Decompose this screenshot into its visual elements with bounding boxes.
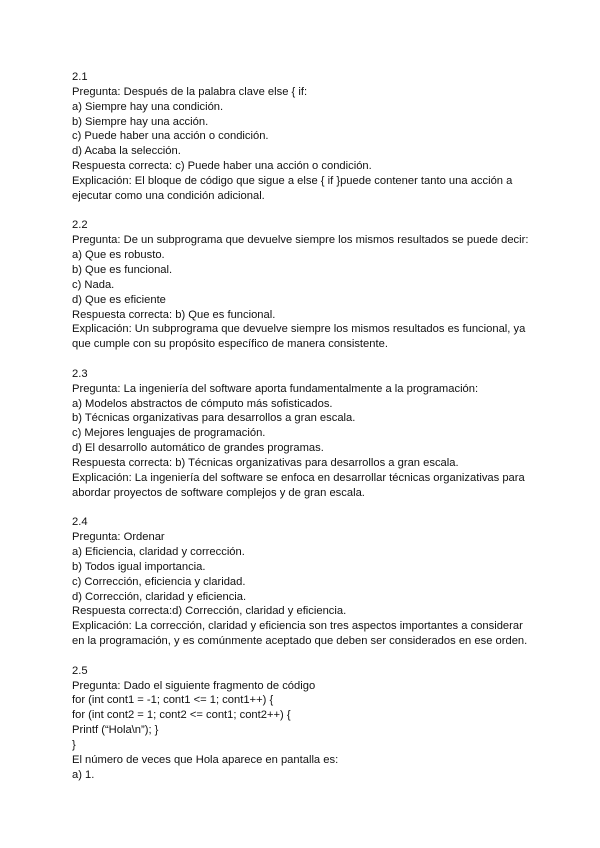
question-section-2-2 bbox=[72, 218, 532, 352]
section-number: 2.4 bbox=[72, 516, 88, 529]
document-page bbox=[72, 70, 532, 797]
question-section-2-3 bbox=[72, 367, 532, 501]
section-number: 2.3 bbox=[72, 367, 88, 380]
option-d: d) Acaba la selección. bbox=[72, 145, 181, 158]
option-a: a) Modelos abstractos de cómputo más sofisticados. bbox=[72, 397, 333, 410]
option-a: a) Que es robusto. bbox=[72, 249, 165, 262]
question-section-2-4 bbox=[72, 515, 532, 649]
option-c: c) Mejores lenguajes de programación. bbox=[72, 427, 266, 440]
option-b: b) Todos igual importancia. bbox=[72, 560, 206, 573]
correct-answer: Respuesta correcta:d) Corrección, claridad y eficiencia. bbox=[72, 605, 347, 618]
question-section-2-1 bbox=[72, 70, 532, 204]
option-d: d) El desarrollo automático de grandes programas. bbox=[72, 442, 324, 455]
explanation: Explicación: El bloque de código que sigue a else { if }puede contener tanto una acción a ejecutar como una condición adicional. bbox=[72, 174, 513, 202]
question-text: Pregunta: Dado el siguiente fragmento de código bbox=[72, 679, 316, 692]
question-prompt: El número de veces que Hola aparece en pantalla es: bbox=[72, 753, 339, 766]
option-c: c) Corrección, eficiencia y claridad. bbox=[72, 575, 246, 588]
correct-answer: Respuesta correcta: b) Técnicas organizativas para desarrollos a gran escala. bbox=[72, 456, 459, 469]
code-line: Printf (“Hola\n”); } bbox=[72, 724, 159, 737]
code-line: for (int cont2 = 1; cont2 <= cont1; cont2++) { bbox=[72, 709, 291, 722]
option-a: a) 1. bbox=[72, 768, 95, 781]
option-b: b) Técnicas organizativas para desarrollos a gran escala. bbox=[72, 412, 356, 425]
code-line: } bbox=[72, 738, 76, 751]
question-text: Pregunta: La ingeniería del software aporta fundamentalmente a la programación: bbox=[72, 382, 479, 395]
correct-answer: Respuesta correcta: c) Puede haber una acción o condición. bbox=[72, 160, 372, 173]
option-d: d) Corrección, claridad y eficiencia. bbox=[72, 590, 247, 603]
option-d: d) Que es eficiente bbox=[72, 293, 166, 306]
question-text: Pregunta: De un subprograma que devuelve siempre los mismos resultados se puede decir: bbox=[72, 234, 529, 247]
question-text: Pregunta: Después de la palabra clave else { if: bbox=[72, 85, 308, 98]
section-number: 2.1 bbox=[72, 71, 88, 83]
explanation: Explicación: La ingeniería del software se enfoca en desarrollar técnicas organizativas para abordar proyectos de software complejos y de gran escala. bbox=[72, 471, 525, 499]
option-c: c) Nada. bbox=[72, 278, 115, 291]
option-c: c) Puede haber una acción o condición. bbox=[72, 130, 269, 143]
option-b: b) Que es funcional. bbox=[72, 263, 173, 276]
question-text: Pregunta: Ordenar bbox=[72, 531, 165, 544]
option-a: a) Siempre hay una condición. bbox=[72, 100, 224, 113]
question-section-2-5 bbox=[72, 664, 532, 783]
option-b: b) Siempre hay una acción. bbox=[72, 115, 209, 128]
section-number: 2.2 bbox=[72, 219, 88, 232]
option-a: a) Eficiencia, claridad y corrección. bbox=[72, 546, 245, 558]
explanation: Explicación: Un subprograma que devuelve siempre los mismos resultados es funcional, ya que cumple con su propósito específico de manera consistente. bbox=[72, 323, 526, 351]
code-line: for (int cont1 = -1; cont1 <= 1; cont1++) { bbox=[72, 694, 274, 707]
section-number: 2.5 bbox=[72, 664, 88, 677]
explanation: Explicación: La corrección, claridad y eficiencia son tres aspectos importantes a considerar en la programación, y es comúnmente aceptado que deben ser considerados en ese orden. bbox=[72, 620, 528, 648]
correct-answer: Respuesta correcta: b) Que es funcional. bbox=[72, 308, 276, 321]
